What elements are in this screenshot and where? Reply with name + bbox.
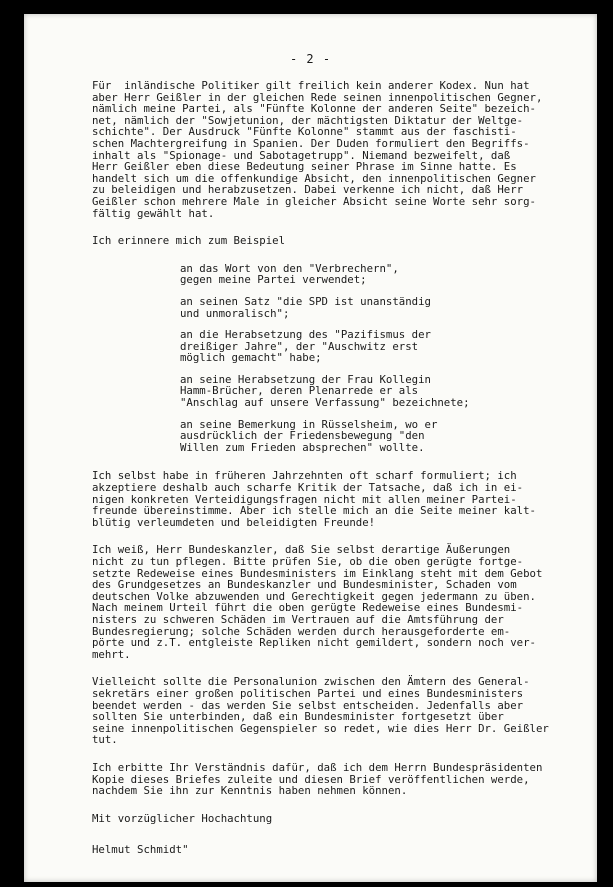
text-line: mehrt. xyxy=(92,647,131,661)
text-line: an seine Bemerkung in Rüsselsheim, wo er xyxy=(180,417,438,431)
text-line: an seinen Satz "die SPD ist unanständig xyxy=(180,294,431,308)
text-line: Ich erbitte Ihr Verständnis dafür, daß ich dem Herrn Bundespräsidenten xyxy=(92,760,543,774)
text-line: freunde übereinstimme. Aber ich stelle mich an die Seite meiner kalt- xyxy=(92,504,536,518)
text-line: an seine Herabsetzung der Frau Kollegin xyxy=(180,372,431,386)
quote-item xyxy=(180,419,562,454)
paragraph xyxy=(92,470,562,528)
text-line: und unmoralisch"; xyxy=(180,306,290,320)
paragraph xyxy=(92,762,562,797)
letter-body xyxy=(92,80,562,856)
closing-section xyxy=(92,470,562,796)
quote-item xyxy=(180,374,562,409)
text-line: dreißiger Jahre", der "Auschwitz erst xyxy=(180,339,419,353)
text-line: an die Herabsetzung des "Pazifismus der xyxy=(180,328,431,342)
text-line: an das Wort von den "Verbrechern", xyxy=(180,261,399,275)
text-line: Geißler schon mehrere Male in gleicher Absicht seine Worte sehr sorg- xyxy=(92,194,536,208)
quote-item xyxy=(180,329,562,364)
text-line: pörte und z.T. entgleiste Repliken nicht gemildert, sondern noch ver- xyxy=(92,636,536,650)
text-line: aber Herr Geißler in der gleichen Rede seinen innenpolitischen Gegner, xyxy=(92,90,543,104)
text-line: handelt sich um die offenkundige Absicht, den innenpolitischen Gegner xyxy=(92,171,536,185)
text-line: tut. xyxy=(92,733,118,747)
text-line: nicht zu tun pflegen. Bitte prüfen Sie, ob die oben gerügte fortge- xyxy=(92,555,524,568)
text-line: sollten Sie unterbinden, daß ein Bundesminister fortgesetzt über xyxy=(92,710,504,724)
quote-item xyxy=(180,296,562,319)
text-line: Nach meinem Urteil führt die oben gerügte Redeweise eines Bundesmi- xyxy=(92,601,524,615)
text-line: Willen zum Frieden absprechen" wollte. xyxy=(180,440,425,454)
paragraph xyxy=(92,676,562,746)
text-line: Bundesregierung; solche Schäden werden durch herausgeforderte em- xyxy=(92,624,511,638)
signature-name: Helmut Schmidt" xyxy=(92,843,189,857)
text-line: nigen konkreten Verteidigungsfragen nicht mit allen meiner Partei- xyxy=(92,492,517,506)
text-line: nisters zu schweren Schäden im Vertrauen auf die Amtsführung der xyxy=(92,612,504,626)
text-line: akzeptiere deshalb auch scharfe Kritik der Tatsache, daß ich in ei- xyxy=(92,481,524,495)
text-line: schen Machtergreifung in Spanien. Der Duden formuliert den Begriffs- xyxy=(92,136,530,150)
text-line: Für inländische Politiker gilt freilich kein anderer Kodex. Nun hat xyxy=(92,79,530,92)
text-line: Ich selbst habe in früheren Jahrzehnten oft scharf formuliert; ich xyxy=(92,469,517,483)
text-line: möglich gemacht" habe; xyxy=(180,351,322,365)
intro-section xyxy=(92,80,562,247)
paragraph xyxy=(92,544,562,660)
text-line: sekretärs einer großen politischen Partei und eines Bundesministers xyxy=(92,686,524,700)
text-line: nachdem Sie ihn zur Kenntnis haben nehmen können. xyxy=(92,784,408,798)
text-line: schichte". Der Ausdruck "Fünfte Kolonne" stammt aus der faschisti- xyxy=(92,125,517,139)
text-line: Hamm-Brücher, deren Plenarrede er als xyxy=(180,384,419,398)
text-line: fältig gewählt hat. xyxy=(92,206,215,220)
text-line: net, nämlich der "Sowjetunion, der mächtigsten Diktatur der Weltge- xyxy=(92,113,524,127)
text-line: deutschen Volke abzuwenden und Gerechtigkeit gegen jedermann zu üben. xyxy=(92,589,536,603)
quote-list xyxy=(180,263,562,454)
text-line: des Grundgesetzes an Bundeskanzler und Bundesminister, Schaden vom xyxy=(92,578,517,592)
text-line: Ich erinnere mich zum Beispiel xyxy=(92,234,286,248)
document-page xyxy=(24,14,597,882)
text-line: seine innenpolitischen Gegenspieler so redet, wie dies Herr Dr. Geißler xyxy=(92,721,549,735)
text-line: Vielleicht sollte die Personalunion zwischen den Ämtern des General- xyxy=(92,675,530,689)
text-line: zu beleidigen und herabzusetzen. Dabei verkenne ich nicht, daß Herr xyxy=(92,183,524,197)
quote-item xyxy=(180,263,562,286)
text-line: Kopie dieses Briefes zuleite und diesen Brief veröffentlichen werde, xyxy=(92,772,530,786)
text-line: beendet werden - das werden Sie selbst entscheiden. Jedenfalls aber xyxy=(92,698,524,712)
text-line: Ich weiß, Herr Bundeskanzler, daß Sie selbst derartige Äußerungen xyxy=(92,543,511,557)
text-line: Herr Geißler eben diese Bedeutung seiner Phrase im Sinne hatte. Es xyxy=(92,160,517,174)
text-line: nämlich meine Partei, als "Fünfte Kolonne der anderen Seite" bezeich- xyxy=(92,102,536,116)
page-number: - 2 - xyxy=(289,52,332,66)
text-line: "Anschlag auf unsere Verfassung" bezeichnete; xyxy=(180,396,470,410)
text-line: inhalt als "Spionage- und Sabotagetrupp". Niemand bezweifelt, daß xyxy=(92,148,511,162)
text-line: gegen meine Partei verwendet; xyxy=(180,273,367,287)
text-line: ausdrücklich der Friedensbewegung "den xyxy=(180,429,425,443)
text-line: setzte Redeweise eines Bundesministers im Einklang steht mit dem Gebot xyxy=(92,566,543,580)
salutation: Mit vorzüglicher Hochachtung xyxy=(92,811,273,825)
text-line: blütig verleumdeten und beleidigten Freunde! xyxy=(92,515,376,529)
paragraph xyxy=(92,80,562,219)
paragraph xyxy=(92,235,562,247)
